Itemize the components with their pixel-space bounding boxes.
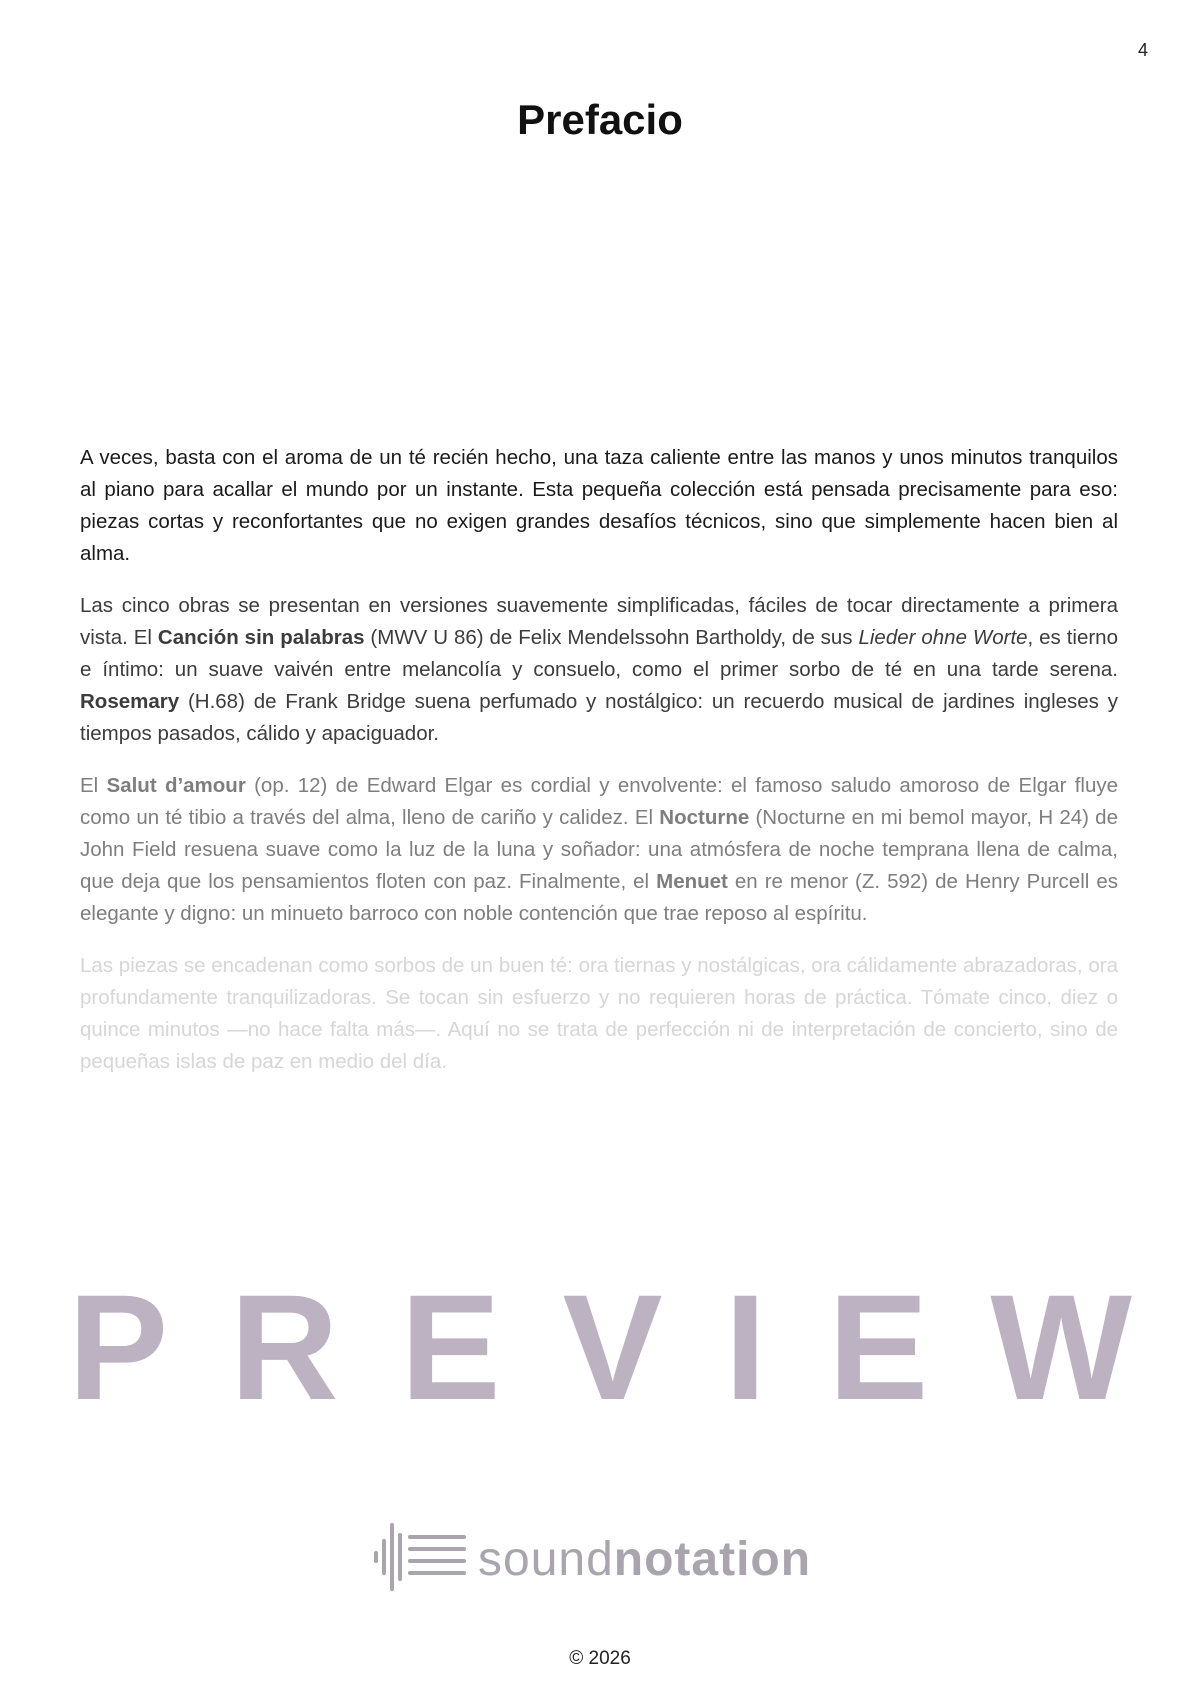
work-title-cancion: Canción sin palabras [157, 626, 365, 649]
work-title-nocturne: Nocturne [659, 806, 750, 829]
page-number: 4 [1137, 40, 1148, 60]
text-run: (MWV U 86) de Felix Mendelssohn Bartholdy, de sus [364, 626, 859, 649]
work-collection-lieder: Lieder ohne Worte [858, 626, 1028, 649]
text-run: Las cinco obras se presentan en versiones suavemente simplificadas, fáciles de tocar directamente a primera vista. El [80, 594, 1118, 649]
text-run: (op. 12) de Edward Elgar es cordial y envolvente: el famoso saludo amoroso de Elgar fluye como un té tibio a través del alma, lleno de cariño y calidez. El [80, 774, 1118, 829]
paragraph-works-2 [80, 770, 1118, 930]
work-title-salut: Salut d’amour [106, 774, 246, 797]
logo-text-sound: sound [478, 1533, 614, 1586]
work-title-menuet: Menuet [656, 870, 728, 893]
paragraph-closing: Las piezas se encadenan como sorbos de un buen té: ora tiernas y nostálgicas, ora cálidamente abrazadoras, ora profundamente tranquilizadoras. Se tocan sin esfuerzo y no requieren horas de práctica. Tómate cinco, diez o quince minutos —no hace falta más—. Aquí no se trata de perfección ni de interpretación de concierto, sino de pequeñas islas de paz en medio del día. [80, 954, 1118, 1073]
text-run: (Nocturne en mi bemol mayor, H 24) de John Field resuena suave como la luz de la luna y soñador: una atmósfera de noche temprana llena de calma, que deja que los pensamientos floten con paz. Finalmente, el [80, 806, 1118, 893]
text-run: (H.68) de Frank Bridge suena perfumado y nostálgico: un recuerdo musical de jardines ingleses y tiempos pasados, cálido y apaciguador. [80, 690, 1118, 745]
logo-text-notation: notation [613, 1533, 812, 1586]
preface-body [80, 442, 1118, 1098]
page-title: Prefacio [517, 96, 683, 143]
paragraph-intro: A veces, basta con el aroma de un té recién hecho, una taza caliente entre las manos y unos minutos tranquilos al piano para acallar el mundo por un instante. Esta pequeña colección está pensada precisamente para eso: piezas cortas y reconfortantes que no exigen grandes desafíos técnicos, sino que simplemente hacen bien al alma. [80, 446, 1118, 565]
work-title-rosemary: Rosemary [80, 690, 180, 713]
logo-wordmark [478, 1532, 811, 1587]
copyright: © 2026 [569, 1648, 631, 1669]
text-run: en re menor (Z. 592) de Henry Purcell es elegante y digno: un minueto barroco con noble contención que trae reposo al espíritu. [80, 870, 1118, 925]
soundnotation-logo [372, 1519, 811, 1600]
text-run: El [80, 774, 107, 797]
preview-watermark: PREVIEW [68, 1263, 1194, 1431]
paragraph-works-1 [80, 590, 1118, 750]
text-run: , es tierno e íntimo: un suave vaivén entre melancolía y consuelo, como el primer sorbo de té en una tarde serena. [80, 626, 1118, 681]
sound-wave-staff-icon [372, 1519, 468, 1600]
